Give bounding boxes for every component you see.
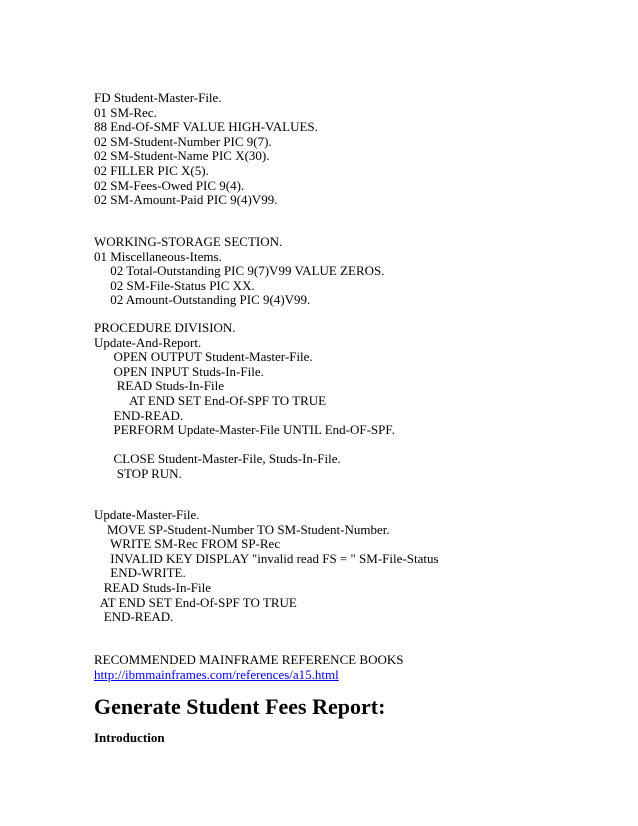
recommended-books-text: RECOMMENDED MAINFRAME REFERENCE BOOKS [94, 652, 404, 667]
code-line: 02 SM-Student-Name PIC X(30). [94, 148, 270, 164]
code-line: 02 FILLER PIC X(5). [94, 162, 209, 178]
code-line: END-WRITE. [94, 565, 186, 581]
update-master-file-paragraph [94, 508, 439, 625]
code-line: AT END SET End-Of-SPF TO TRUE [94, 392, 327, 408]
code-line: 88 End-Of-SMF VALUE HIGH-VALUES. [94, 119, 318, 135]
code-line: END-READ. [94, 407, 184, 423]
code-line: END-READ. [94, 609, 174, 625]
code-line: FD Student-Master-File. [94, 90, 222, 105]
code-line: CLOSE Student-Master-File, Studs-In-File. [94, 451, 341, 467]
code-line: OPEN INPUT Studs-In-File. [94, 363, 264, 379]
procedure-division [94, 321, 395, 482]
code-line: OPEN OUTPUT Student-Master-File. [94, 349, 313, 365]
code-line: 02 SM-Fees-Owed PIC 9(4). [94, 177, 245, 193]
code-line: WORKING-STORAGE SECTION. [94, 234, 283, 249]
code-line: 02 Amount-Outstanding PIC 9(4)V99. [94, 292, 311, 308]
code-line: MOVE SP-Student-Number TO SM-Student-Number. [94, 521, 390, 537]
subsection-heading: Introduction [94, 730, 165, 745]
code-line: WRITE SM-Rec FROM SP-Rec [94, 536, 281, 552]
code-line: READ Studs-In-File [94, 378, 224, 394]
code-line: PROCEDURE DIVISION. [94, 320, 236, 335]
code-line: STOP RUN. [94, 465, 182, 481]
code-line: INVALID KEY DISPLAY "invalid read FS = " SM-File-Status [94, 550, 439, 566]
code-line: 02 SM-Student-Number PIC 9(7). [94, 133, 272, 149]
code-line: 02 SM-File-Status PIC XX. [94, 277, 255, 293]
fd-section [94, 91, 318, 208]
code-line: 02 SM-Amount-Paid PIC 9(4)V99. [94, 192, 278, 208]
code-line: PERFORM Update-Master-File UNTIL End-OF-SPF. [94, 422, 395, 438]
code-line [94, 438, 395, 453]
code-line: AT END SET End-Of-SPF TO TRUE [94, 594, 297, 610]
code-line: Update-Master-File. [94, 507, 200, 522]
code-line: 02 Total-Outstanding PIC 9(7)V99 VALUE ZEROS. [94, 263, 385, 279]
section-heading: Generate Student Fees Report: [94, 694, 386, 719]
code-line: 01 Miscellaneous-Items. [94, 248, 222, 264]
code-line: READ Studs-In-File [94, 579, 211, 595]
reference-link[interactable]: http://ibmmainframes.com/references/a15.html [94, 667, 339, 682]
code-line: Update-And-Report. [94, 334, 202, 350]
working-storage-section [94, 235, 385, 308]
code-line: 01 SM-Rec. [94, 104, 157, 120]
